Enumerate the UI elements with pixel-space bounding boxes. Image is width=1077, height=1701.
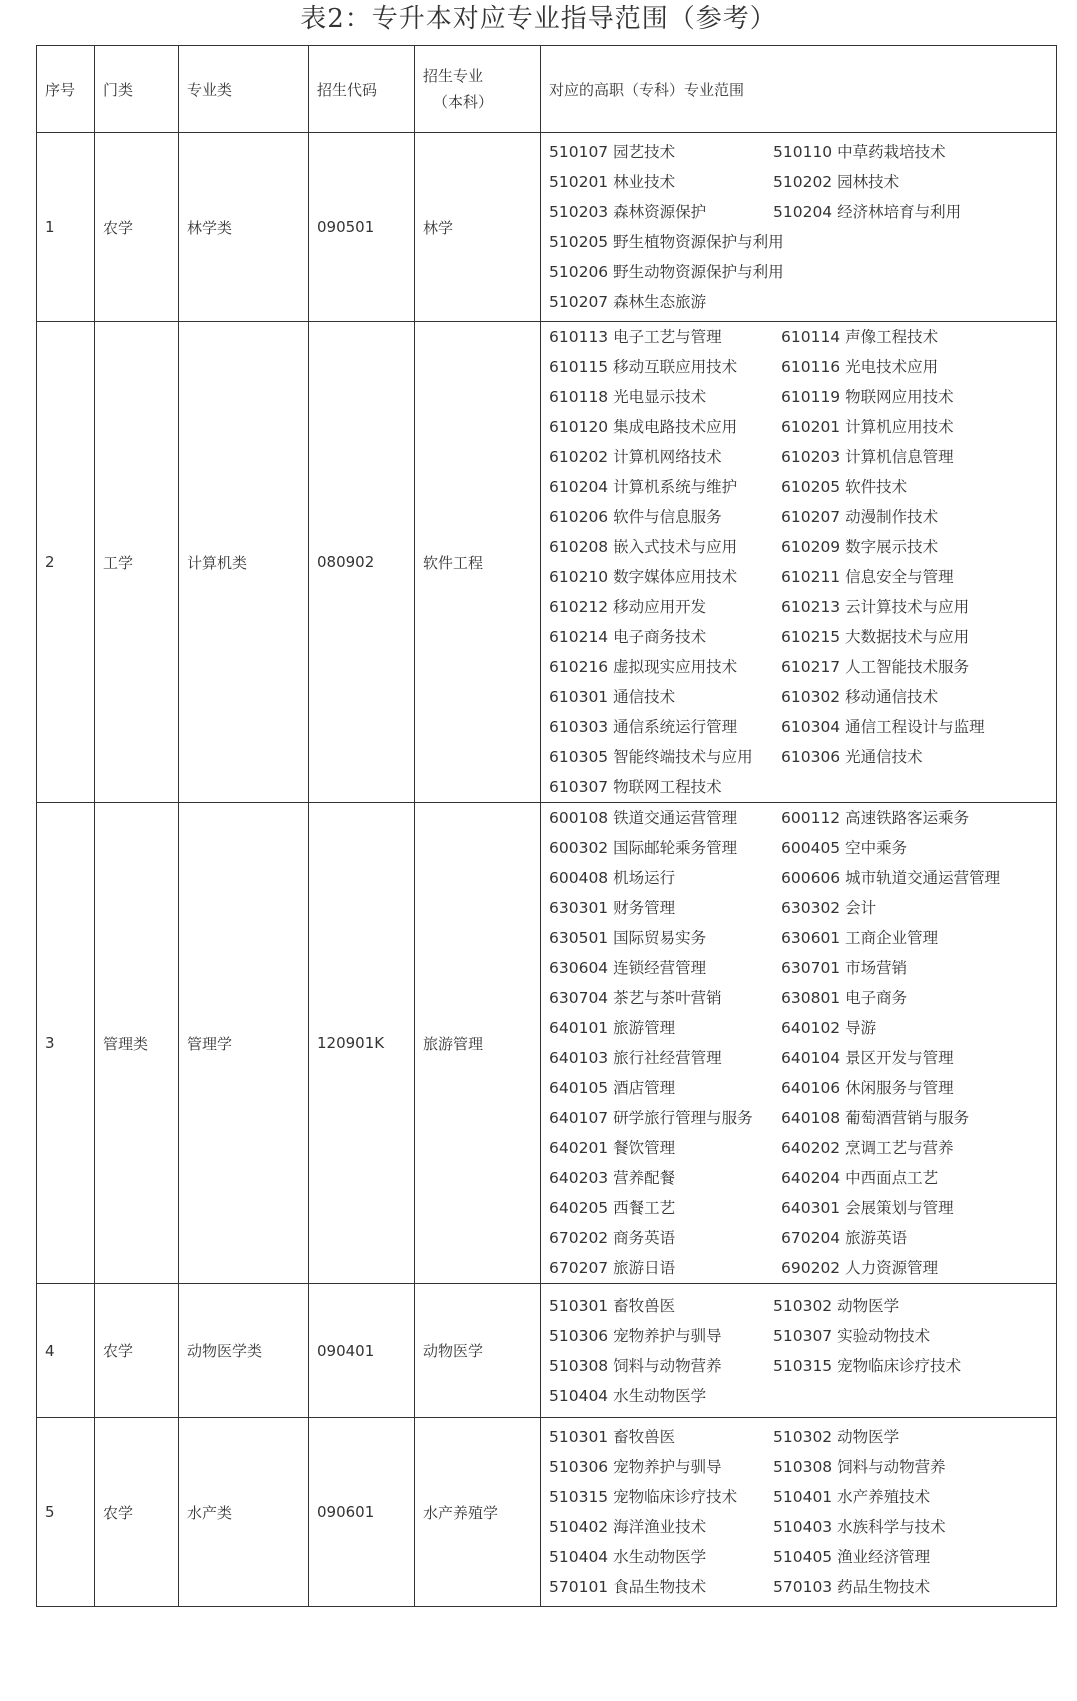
major-item: 510107 园艺技术: [549, 143, 676, 161]
row-major: 动物医学: [415, 1284, 541, 1418]
major-item: 510306 宠物养护与驯导: [549, 1458, 722, 1476]
major-item: 510207 森林生态旅游: [549, 293, 707, 311]
major-item: 630701 市场营销: [781, 959, 908, 977]
major-item: 610306 光通信技术: [781, 748, 923, 766]
major-item: 670202 商务英语: [549, 1229, 676, 1247]
major-item: 610202 计算机网络技术: [549, 448, 722, 466]
major-item: 630604 连锁经营管理: [549, 959, 707, 977]
major-item: 640101 旅游管理: [549, 1019, 676, 1037]
major-item: 610217 人工智能技术服务: [781, 658, 970, 676]
major-item: 630302 会计: [781, 899, 877, 917]
major-item: 640106 休闲服务与管理: [781, 1079, 954, 1097]
major-item: 640204 中西面点工艺: [781, 1169, 939, 1187]
major-item: 510201 林业技术: [549, 173, 676, 191]
header-code: 招生代码: [309, 46, 415, 133]
row-major-class: 林学类: [179, 133, 309, 322]
row-code: 090501: [309, 133, 415, 322]
major-item: 640205 西餐工艺: [549, 1199, 676, 1217]
major-item: 670204 旅游英语: [781, 1229, 908, 1247]
major-item: 570103 药品生物技术: [773, 1578, 931, 1596]
major-item: 630601 工商企业管理: [781, 929, 939, 947]
header-major-line1: 招生专业: [423, 67, 484, 85]
major-item: 610301 通信技术: [549, 688, 676, 706]
row-major-list: [541, 322, 1057, 803]
major-item: 610307 物联网工程技术: [549, 778, 722, 796]
row-code: 120901K: [309, 803, 415, 1284]
row-major-list: [541, 133, 1057, 322]
major-item: 600108 铁道交通运营管理: [549, 809, 738, 827]
row-major-list: [541, 1418, 1057, 1607]
major-item: 610116 光电技术应用: [781, 358, 939, 376]
row-major: 水产养殖学: [415, 1418, 541, 1607]
table-row: [37, 133, 1057, 322]
major-item: 610201 计算机应用技术: [781, 418, 954, 436]
major-item: 630501 国际贸易实务: [549, 929, 707, 947]
major-item: 510404 水生动物医学: [549, 1548, 707, 1566]
major-item: 610211 信息安全与管理: [781, 568, 954, 586]
row-major-class: 管理学: [179, 803, 309, 1284]
major-item: 610206 软件与信息服务: [549, 508, 722, 526]
major-item: 510205 野生植物资源保护与利用: [549, 233, 784, 251]
major-item: 610215 大数据技术与应用: [781, 628, 970, 646]
major-item: 510301 畜牧兽医: [549, 1296, 676, 1315]
major-item: 610216 虚拟现实应用技术: [549, 658, 738, 676]
row-code: 090601: [309, 1418, 415, 1607]
major-item: 570101 食品生物技术: [549, 1578, 707, 1596]
major-item: 510405 渔业经济管理: [773, 1548, 931, 1566]
row-category: 农学: [95, 1418, 179, 1607]
major-item: 510306 宠物养护与驯导: [549, 1326, 722, 1345]
major-item: 510308 饲料与动物营养: [773, 1458, 946, 1476]
row-seq: 1: [37, 133, 95, 322]
row-major-class: 计算机类: [179, 322, 309, 803]
major-item: 640103 旅行社经营管理: [549, 1049, 722, 1067]
row-major-list: [541, 1284, 1057, 1418]
major-item: 610120 集成电路技术应用: [549, 418, 738, 436]
major-item: 510308 饲料与动物营养: [549, 1356, 722, 1375]
major-item: 510315 宠物临床诊疗技术: [549, 1488, 738, 1506]
header-seq: 序号: [37, 46, 95, 133]
major-item: 510307 实验动物技术: [773, 1326, 931, 1345]
table-header-row: [37, 46, 1057, 133]
row-major: 林学: [415, 133, 541, 322]
major-item: 600408 机场运行: [549, 869, 676, 887]
major-item: 510402 海洋渔业技术: [549, 1518, 707, 1536]
major-item: 640108 葡萄酒营销与服务: [781, 1109, 970, 1127]
major-item: 640105 酒店管理: [549, 1079, 676, 1097]
row-seq: 5: [37, 1418, 95, 1607]
row-code: 080902: [309, 322, 415, 803]
major-item: 600302 国际邮轮乘务管理: [549, 839, 738, 857]
major-item: 610208 嵌入式技术与应用: [549, 538, 738, 556]
major-item: 510302 动物医学: [773, 1296, 900, 1315]
major-item: 600405 空中乘务: [781, 839, 908, 857]
major-item: 690202 人力资源管理: [781, 1259, 939, 1277]
major-item: 600606 城市轨道交通运营管理: [781, 869, 1001, 887]
major-item: 640104 景区开发与管理: [781, 1049, 954, 1067]
major-item: 630801 电子商务: [781, 989, 908, 1007]
table-row: [37, 1418, 1057, 1607]
major-item: 640201 餐饮管理: [549, 1139, 676, 1157]
major-item: 510301 畜牧兽医: [549, 1428, 676, 1446]
major-item: 600112 高速铁路客运乘务: [781, 809, 970, 827]
row-seq: 3: [37, 803, 95, 1284]
header-major: [415, 46, 541, 133]
row-major: 软件工程: [415, 322, 541, 803]
major-item: 630704 茶艺与茶叶营销: [549, 989, 722, 1007]
table-row: [37, 803, 1057, 1284]
major-item: 510204 经济林培育与利用: [773, 203, 962, 221]
major-item: 510401 水产养殖技术: [773, 1488, 931, 1506]
major-item: 640107 研学旅行管理与服务: [549, 1109, 753, 1127]
header-major-line2: （本科）: [433, 93, 494, 111]
major-item: 510206 野生动物资源保护与利用: [549, 263, 784, 281]
row-category: 农学: [95, 133, 179, 322]
row-major-class: 动物医学类: [179, 1284, 309, 1418]
major-item: 610114 声像工程技术: [781, 328, 939, 346]
row-major-list: [541, 803, 1057, 1284]
major-item: 610118 光电显示技术: [549, 388, 707, 406]
major-item: 610304 通信工程设计与监理: [781, 718, 985, 736]
table-row: [37, 1284, 1057, 1418]
major-item: 610115 移动互联应用技术: [549, 358, 738, 376]
major-item: 640202 烹调工艺与营养: [781, 1139, 954, 1157]
major-item: 640203 营养配餐: [549, 1169, 676, 1187]
major-item: 610213 云计算技术与应用: [781, 598, 970, 616]
major-item: 670207 旅游日语: [549, 1259, 676, 1277]
row-code: 090401: [309, 1284, 415, 1418]
row-category: 管理类: [95, 803, 179, 1284]
major-item: 610204 计算机系统与维护: [549, 478, 738, 496]
major-item: 610302 移动通信技术: [781, 688, 939, 706]
major-item: 510315 宠物临床诊疗技术: [773, 1356, 962, 1375]
major-item: 610303 通信系统运行管理: [549, 718, 738, 736]
major-item: 510404 水生动物医学: [549, 1386, 707, 1405]
major-item: 610203 计算机信息管理: [781, 448, 954, 466]
row-category: 农学: [95, 1284, 179, 1418]
row-major-class: 水产类: [179, 1418, 309, 1607]
major-item: 640102 导游: [781, 1019, 877, 1037]
major-item: 610305 智能终端技术与应用: [549, 748, 753, 766]
major-item: 610214 电子商务技术: [549, 628, 707, 646]
major-item: 510110 中草药栽培技术: [773, 143, 946, 161]
page-title: 表2：专升本对应专业指导范围（参考）: [300, 4, 777, 34]
header-major-class: 专业类: [179, 46, 309, 133]
major-item: 510403 水族科学与技术: [773, 1518, 946, 1536]
header-category: 门类: [95, 46, 179, 133]
header-range: 对应的高职（专科）专业范围: [541, 46, 1057, 133]
row-category: 工学: [95, 322, 179, 803]
major-item: 610212 移动应用开发: [549, 598, 707, 616]
major-item: 610119 物联网应用技术: [781, 388, 954, 406]
major-item: 610209 数字展示技术: [781, 538, 939, 556]
row-major: 旅游管理: [415, 803, 541, 1284]
major-item: 610210 数字媒体应用技术: [549, 568, 738, 586]
major-item: 510202 园林技术: [773, 173, 900, 191]
major-item: 640301 会展策划与管理: [781, 1199, 954, 1217]
row-seq: 2: [37, 322, 95, 803]
major-item: 610205 软件技术: [781, 478, 908, 496]
majors-table: [36, 45, 1057, 1607]
major-item: 610113 电子工艺与管理: [549, 328, 722, 346]
major-item: 630301 财务管理: [549, 899, 676, 917]
row-seq: 4: [37, 1284, 95, 1418]
major-item: 610207 动漫制作技术: [781, 508, 939, 526]
table-row: [37, 322, 1057, 803]
major-item: 510203 森林资源保护: [549, 203, 707, 221]
major-item: 510302 动物医学: [773, 1428, 900, 1446]
